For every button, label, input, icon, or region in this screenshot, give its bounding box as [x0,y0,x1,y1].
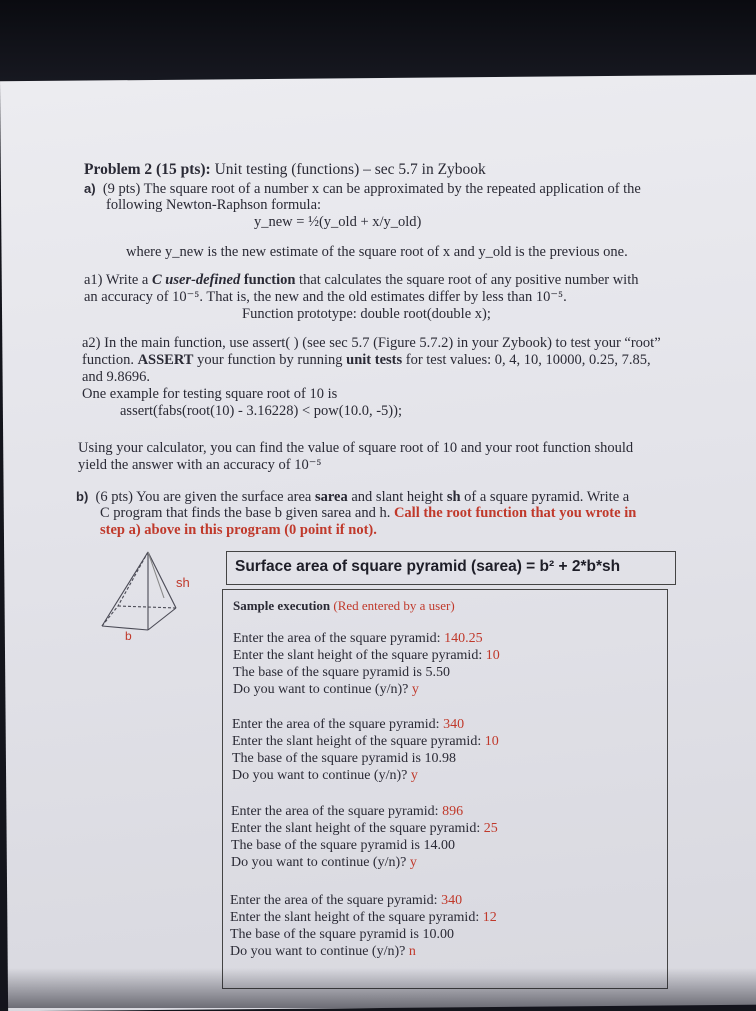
slant-height-label: sh [176,575,190,590]
run-line: Enter the slant height of the square pyramid: 12 [230,910,497,925]
newton-raphson-formula: y_new = ½(y_old + x/y_old) [254,214,422,230]
base-label: b [125,629,132,643]
part-b-line3: step a) above in this program (0 point if not). [100,522,377,538]
run-line: Do you want to continue (y/n)? y [233,682,419,697]
part-b-line2: C program that finds the base b given sarea and h. Call the root function that you wrote in [100,505,637,521]
run-line: Enter the area of the square pyramid: 896 [231,804,464,819]
a1-line1: a1) Write a C user-defined function that calculates the square root of any positive number with [84,272,639,288]
part-b-line1: b) (6 pts) You are given the surface area sarea and slant height sh of a square pyramid. Write a [76,489,630,505]
a1-line2: an accuracy of 10⁻⁵. That is, the new and the old estimates differ by less than 10⁻⁵. [84,289,567,305]
run-line: Enter the slant height of the square pyramid: 25 [231,821,498,836]
a2-line3: and 9.8696. [82,369,151,385]
assert-example: assert(fabs(root(10) - 3.16228) < pow(10.0, -5)); [120,403,402,419]
surface-area-formula-box [226,551,676,585]
calculator-line1: Using your calculator, you can find the value of square root of 10 and your root function should [78,440,634,456]
square-pyramid-diagram [96,548,206,640]
run-line: The base of the square pyramid is 14.00 [231,838,455,853]
run-line: Enter the slant height of the square pyramid: 10 [233,648,500,663]
a2-line2: function. ASSERT your function by running unit tests for test values: 0, 4, 10, 10000, 0.25, 7.85, [82,352,651,368]
run-line: The base of the square pyramid is 10.00 [230,927,454,942]
function-prototype: Function prototype: double root(double x); [242,306,491,322]
calculator-line2: yield the answer with an accuracy of 10⁻⁵ [78,457,322,473]
part-a-line1: a) (9 pts) The square root of a number x can be approximated by the repeated application of the [84,181,641,197]
run-line: Enter the slant height of the square pyramid: 10 [232,734,499,749]
problem-title: Problem 2 (15 pts): Unit testing (functions) – sec 5.7 in Zybook [84,161,486,178]
run-line: The base of the square pyramid is 5.50 [233,665,450,680]
run-line: The base of the square pyramid is 10.98 [232,751,456,766]
run-line: Enter the area of the square pyramid: 340 [230,893,463,908]
part-a-line2: following Newton-Raphson formula: [106,197,322,213]
surface-area-formula: Surface area of square pyramid (sarea) = b² + 2*b*sh [235,558,621,575]
run-line: Enter the area of the square pyramid: 140.25 [233,631,483,646]
run-line: Enter the area of the square pyramid: 340 [232,717,465,732]
a2-line4: One example for testing square root of 10 is [82,386,338,402]
run-line: Do you want to continue (y/n)? y [232,768,418,783]
run-line: Do you want to continue (y/n)? n [230,944,416,959]
run-line: Do you want to continue (y/n)? y [231,855,417,870]
sample-execution-box [222,589,668,989]
a2-line1: a2) In the main function, use assert( ) (see sec 5.7 (Figure 5.7.2) in your Zybook) to test your “root” [82,335,661,351]
where-line: where y_new is the new estimate of the square root of x and y_old is the previous one. [126,244,628,260]
sample-heading: Sample execution (Red entered by a user) [233,598,455,613]
